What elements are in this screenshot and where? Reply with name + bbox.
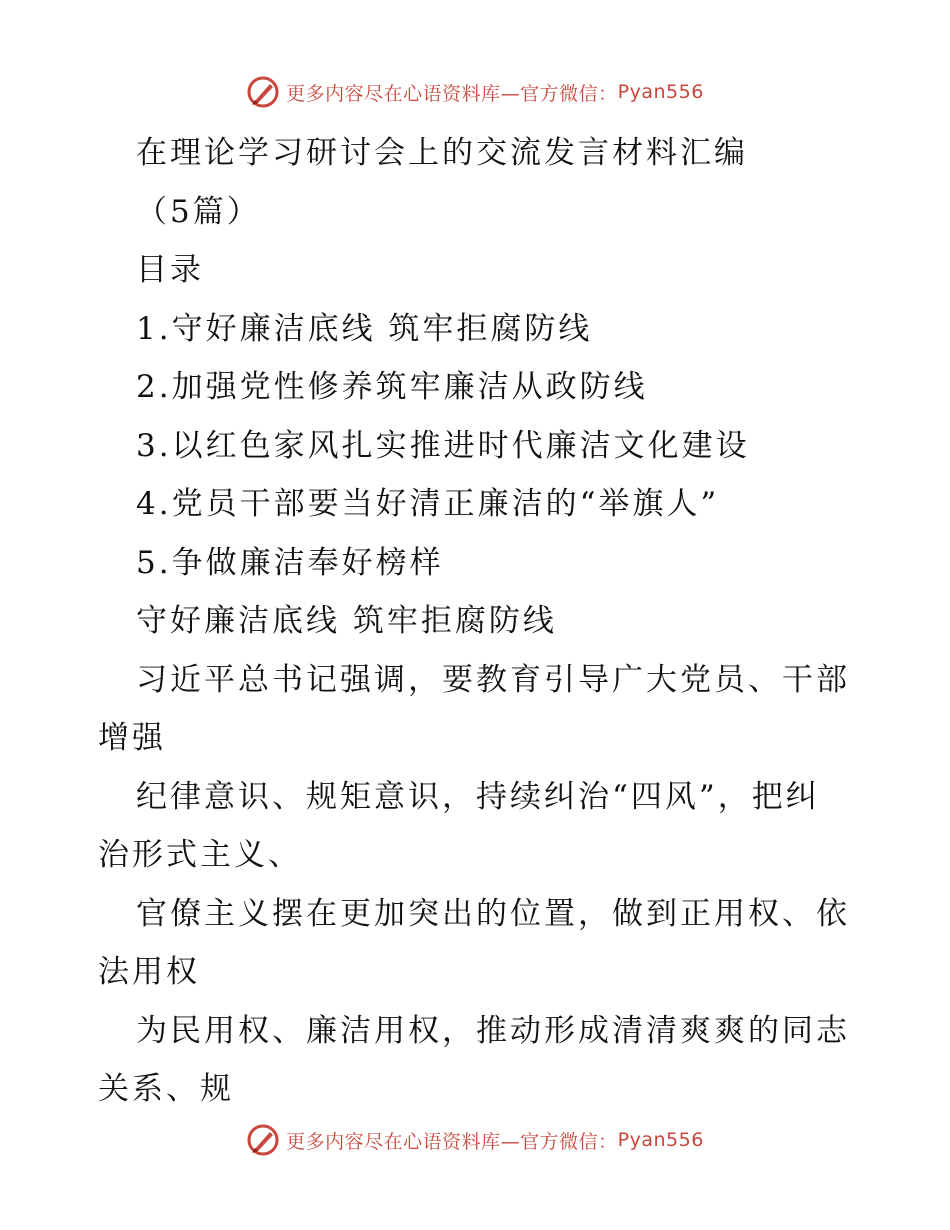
document-subtitle: （5篇） [136, 193, 261, 230]
document-body [98, 124, 858, 1119]
paragraph-line: 纪律意识、规矩意识，持续纠治“四风”，把纠 [136, 778, 820, 815]
paragraph-line: 关系、规 [98, 1071, 234, 1107]
toc-heading: 目录 [136, 252, 204, 288]
paragraph-line: 增强 [98, 720, 166, 756]
toc-item-4: 4.党员干部要当好清正廉洁的“举旗人” [136, 486, 720, 522]
pen-logo-icon [246, 1123, 280, 1157]
watermark-text: 更多内容尽在心语资料库—官方微信： [286, 82, 618, 105]
document-title: 在理论学习研讨会上的交流发言材料汇编 [136, 135, 748, 171]
footer-watermark [0, 1120, 950, 1160]
toc-item-1: 1.守好廉洁底线 筑牢拒腐防线 [136, 310, 593, 347]
section-heading: 守好廉洁底线 筑牢拒腐防线 [136, 603, 557, 639]
watermark-account: Pyan556 [617, 81, 704, 103]
toc-item-2: 2.加强党性修养筑牢廉洁从政防线 [136, 369, 648, 405]
paragraph-line: 官僚主义摆在更加突出的位置，做到正用权、依 [136, 895, 850, 932]
paragraph-line: 为民用权、廉洁用权，推动形成清清爽爽的同志 [136, 1012, 850, 1049]
watermark-text: 更多内容尽在心语资料库—官方微信： [286, 1130, 618, 1153]
header-watermark [0, 72, 950, 112]
paragraph-line: 法用权 [98, 954, 200, 990]
paragraph-line: 治形式主义、 [98, 837, 302, 873]
paragraph-line: 习近平总书记强调，要教育引导广大党员、干部 [136, 661, 850, 698]
pen-logo-icon [246, 75, 280, 109]
watermark-account: Pyan556 [617, 1129, 704, 1151]
toc-item-5: 5.争做廉洁奉好榜样 [136, 544, 444, 581]
toc-item-3: 3.以红色家风扎实推进时代廉洁文化建设 [136, 427, 750, 464]
